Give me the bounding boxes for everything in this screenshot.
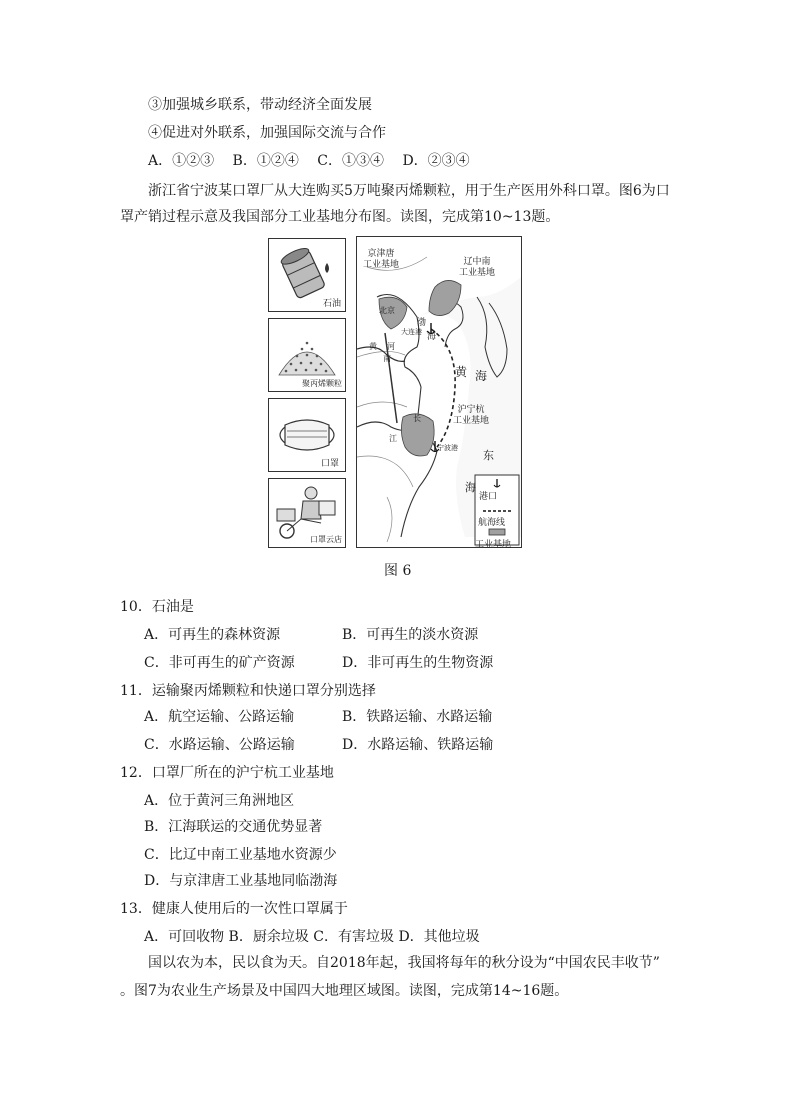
label-ningbo: 宁波港 — [437, 444, 458, 452]
industrial-base-map — [356, 236, 522, 548]
step-delivery — [268, 478, 346, 548]
figure-6 — [268, 236, 522, 548]
label-east-sea-2: 海 — [465, 481, 476, 494]
legend-base-icon — [489, 529, 505, 535]
q10-option-b: B．可再生的淡水资源 — [342, 627, 479, 643]
q10-option-a: A．可再生的森林资源 — [144, 627, 281, 643]
label-dalian: 大连港 — [401, 328, 422, 336]
q10-option-c: C．非可再生的矿产资源 — [144, 655, 295, 671]
q10-option-d: D．非可再生的生物资源 — [342, 655, 494, 671]
step-label: 口罩云店 — [310, 535, 342, 544]
label-yellow-sea-2: 海 — [475, 369, 488, 383]
label-lzn: 辽中南 工业基地 — [459, 257, 496, 278]
label-bo: 渤 — [417, 318, 427, 328]
label-river-nan: 南 — [383, 354, 391, 363]
label-river-huang: 黄 — [369, 342, 377, 351]
step-label: 石油 — [322, 299, 341, 309]
option-line-4: ④促进对外联系，加强国际交流与合作 — [148, 125, 386, 141]
q12-option-b: B．江海联运的交通优势显著 — [144, 819, 323, 835]
q12-option-c: C．比辽中南工业基地水资源少 — [144, 847, 337, 863]
label-river-chang: 长 — [413, 414, 421, 423]
label-yellow-sea-1: 黄 — [455, 365, 468, 379]
step-pellets — [268, 318, 346, 392]
step-mask — [268, 398, 346, 472]
intro-paragraph-line1: 浙江省宁波某口罩厂从大连购买5万吨聚丙烯颗粒，用于生产医用外科口罩。图6为口 — [148, 183, 670, 199]
label-river-he: 河 — [387, 342, 395, 351]
legend-port-label: 港口 — [479, 492, 498, 502]
label-jjt: 京津唐 工业基地 — [363, 249, 400, 270]
q11-option-d: D．水路运输、铁路运输 — [342, 737, 494, 753]
q12-option-d: D．与京津唐工业基地同临渤海 — [144, 873, 338, 889]
step-label: 聚丙烯颗粒 — [302, 379, 342, 388]
intro-paragraph-line2: 罩产销过程示意及我国部分工业基地分布图。读图，完成第10~13题。 — [120, 209, 560, 225]
question-11-stem: 11．运输聚丙烯颗粒和快递口罩分别选择 — [120, 683, 376, 699]
q11-option-a: A．航空运输、公路运输 — [144, 709, 295, 725]
figure-caption: 图 6 — [384, 563, 412, 579]
question-13-stem: 13．健康人使用后的一次性口罩属于 — [120, 901, 348, 917]
shipping-route — [431, 329, 455, 447]
label-shn: 沪宁杭 工业基地 — [453, 405, 490, 426]
label-hai: 海 — [427, 332, 437, 342]
question-12-stem: 12．口罩厂所在的沪宁杭工业基地 — [120, 765, 334, 781]
q12-option-a: A．位于黄河三角洲地区 — [144, 793, 295, 809]
label-beijing: 北京 — [379, 306, 395, 315]
question-10-stem: 10．石油是 — [120, 599, 194, 615]
legend-base-label: 工业基地 — [475, 540, 512, 550]
closing-paragraph-line2: 。图7为农业生产场景及中国四大地理区域图。读图，完成第14~16题。 — [120, 983, 569, 999]
label-east-sea-1: 东 — [483, 449, 494, 462]
step-label: 口罩 — [320, 459, 339, 469]
q11-option-c: C．水路运输、公路运输 — [144, 737, 295, 753]
legend-route-label: 航海线 — [478, 518, 506, 528]
option-line-3: ③加强城乡联系，带动经济全面发展 — [148, 97, 372, 113]
closing-paragraph-line1: 国以农为本，民以食为天。自2018年起，我国将每年的秋分设为“中国农民丰收节” — [148, 955, 660, 971]
step-oil — [268, 238, 346, 312]
label-river-jiang: 江 — [389, 434, 397, 443]
q11-option-b: B．铁路运输、水路运输 — [342, 709, 493, 725]
q13-options: A．可回收物 B．厨余垃圾 C．有害垃圾 D．其他垃圾 — [144, 929, 480, 945]
answer-choices-9: A．①②③ B．①②④ C．①③④ D．②③④ — [148, 153, 470, 169]
